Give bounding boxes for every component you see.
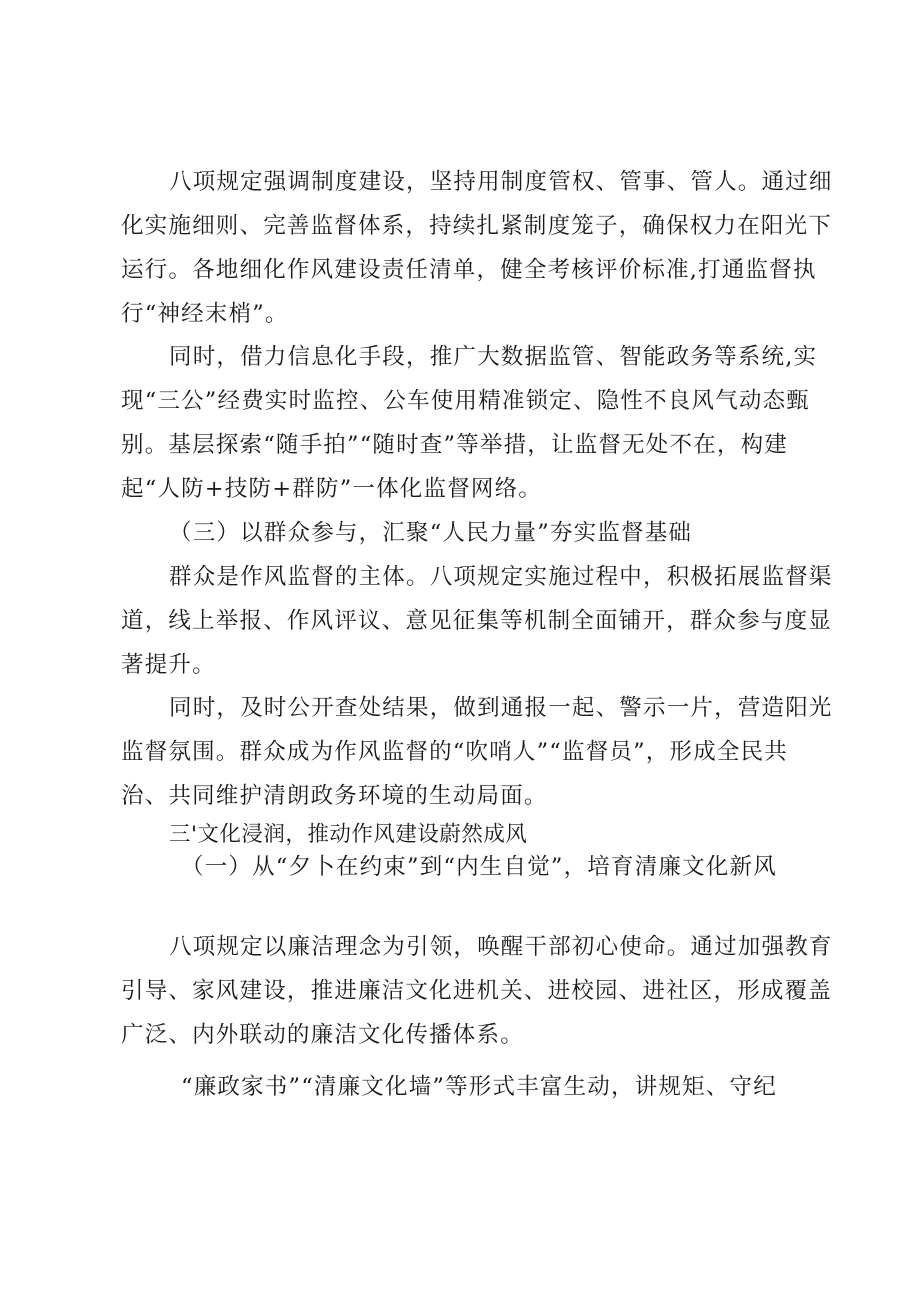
paragraph-1-line-1: 八项规定强调制度建设，坚持用制度管权、管事、管人。通过细 xyxy=(169,169,833,195)
paragraph-4-line-3: 治、共同维护清朗政务环境的生动局面。 xyxy=(121,783,548,809)
paragraph-1-line-2: 化实施细则、完善监督体系，持续扎紧制度笼子，确保权力在阳光下 xyxy=(121,213,833,239)
paragraph-3-line-2: 道，线上举报、作风评议、意见征集等机制全面铺开，群众参与度显 xyxy=(121,608,833,634)
paragraph-3-line-3: 著提升。 xyxy=(121,652,216,678)
chapter-heading-3: 三'文化浸润，推动作风建设蔚然成风 xyxy=(169,822,528,847)
paragraph-5-line-1: 八项规定以廉洁理念为引领，唤醒干部初心使命。通过加强教育 xyxy=(169,934,833,960)
paragraph-2-line-4: 起“人防+技防+群防”一体化监督网络。 xyxy=(121,476,543,502)
paragraph-5-line-3: 广泛、内外联动的廉洁文化传播体系。 xyxy=(121,1022,524,1048)
section-heading-3: （三）以群众参与，汇聚“人民力量”夯实监督基础 xyxy=(169,520,693,546)
paragraph-3-line-1: 群众是作风监督的主体。八项规定实施过程中，积极拓展监督渠 xyxy=(169,564,833,590)
paragraph-2-line-1: 同时，借力信息化手段，推广大数据监管、智能政务等系统,实 xyxy=(169,344,818,370)
paragraph-6-line-1: “廉政家书”“清廉文化墙”等形式丰富生动，讲规矩、守纪 xyxy=(181,1074,777,1100)
paragraph-1-line-3: 运行。各地细化作风建设责任清单，健全考核评价标准,打通监督执 xyxy=(121,257,817,283)
paragraph-5-line-2: 引导、家风建设，推进廉洁文化进机关、进校园、进社区，形成覆盖 xyxy=(121,978,833,1004)
paragraph-4-line-2: 监督氛围。群众成为作风监督的“吹哨人”“监督员”，形成全民共 xyxy=(121,739,789,765)
section-heading-1: （一）从“夕卜在约束”到“内生自觉”，培育清廉文化新风 xyxy=(181,854,777,880)
paragraph-1-line-4: 行“神经末梢”。 xyxy=(121,301,289,327)
paragraph-4-line-1: 同时，及时公开查处结果，做到通报一起、警示一片，营造阳光 xyxy=(169,695,833,721)
paragraph-2-line-2: 现“三公”经费实时监控、公车使用精准锁定、隐性不良风气动态甄 xyxy=(121,388,811,414)
paragraph-2-line-3: 别。基层探索“随手拍”“随时查”等举措，让监督无处不在，构建 xyxy=(121,432,789,458)
